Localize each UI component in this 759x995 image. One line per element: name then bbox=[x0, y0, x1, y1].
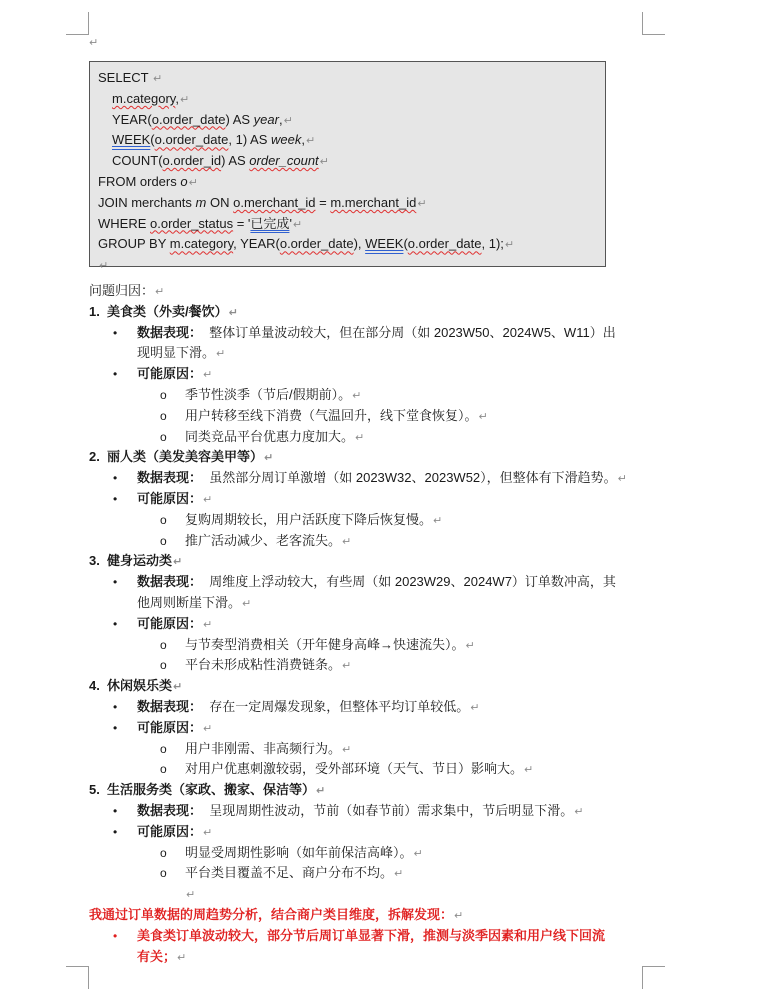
paragraph-mark: ↵ bbox=[152, 73, 163, 85]
section-title: 丽人类（美发美容美甲等） bbox=[107, 449, 264, 465]
code-token: m.category bbox=[169, 236, 234, 252]
data-performance-item bbox=[89, 801, 659, 822]
paragraph-mark: ↵ bbox=[617, 473, 627, 486]
code-token: , bbox=[301, 132, 305, 148]
paragraph-mark: ↵ bbox=[173, 681, 183, 694]
summary-text: 我通过订单数据的周趋势分析，结合商户类目维度，拆解发现： bbox=[89, 906, 454, 922]
cause-text: 平台类目覆盖不足、商户分布不均。 bbox=[185, 865, 394, 881]
paragraph-mark: ↵ bbox=[470, 701, 480, 714]
bullet-icon: • bbox=[113, 803, 118, 818]
section-number: 2. bbox=[89, 449, 100, 465]
paragraph-mark: ↵ bbox=[99, 260, 109, 273]
code-token: = ' bbox=[233, 215, 251, 231]
code-token: o.order_id bbox=[162, 153, 222, 169]
performance-text: 呈现周期性波动，节前（如春节前）需求集中，节后明显下滑。 bbox=[209, 802, 574, 818]
code-line bbox=[98, 130, 605, 151]
paragraph-mark: ↵ bbox=[355, 431, 365, 444]
paragraph-mark: ↵ bbox=[188, 176, 198, 189]
code-token: o bbox=[180, 173, 188, 189]
code-token: ), bbox=[353, 236, 366, 252]
bullet-icon: • bbox=[113, 824, 118, 839]
code-line bbox=[98, 214, 605, 235]
circle-bullet-icon: o bbox=[160, 429, 167, 444]
code-token: m.merchant_id bbox=[330, 194, 417, 210]
cause-item bbox=[89, 739, 659, 760]
cause-item bbox=[89, 843, 659, 864]
paragraph-mark: ↵ bbox=[352, 389, 362, 402]
circle-bullet-icon: o bbox=[160, 387, 167, 402]
cause-item bbox=[89, 406, 659, 427]
section-number: 5. bbox=[89, 782, 100, 798]
empty-line bbox=[89, 884, 659, 905]
paragraph-mark: ↵ bbox=[454, 909, 464, 922]
finding-text: 美食类订单波动较大，部分节后周订单显著下滑，推测与淡季因素和用户线下回流 bbox=[137, 927, 606, 943]
code-line bbox=[98, 255, 605, 276]
performance-label: 数据表现： bbox=[137, 802, 203, 818]
code-line bbox=[98, 110, 605, 131]
causes-label: 可能原因： bbox=[137, 823, 203, 839]
data-performance-item bbox=[89, 572, 659, 593]
code-token: , 1); bbox=[481, 236, 504, 252]
intro-line bbox=[89, 281, 659, 302]
code-token: ) AS bbox=[225, 111, 254, 127]
code-line bbox=[98, 234, 605, 255]
section-heading bbox=[89, 676, 659, 697]
paragraph-mark: ↵ bbox=[203, 493, 213, 506]
section-number: 3. bbox=[89, 553, 100, 569]
code-token: = bbox=[315, 194, 331, 210]
paragraph-mark: ↵ bbox=[186, 889, 196, 902]
code-token: year bbox=[253, 111, 279, 127]
code-token: o.order_date bbox=[279, 236, 354, 252]
code-token: WHERE bbox=[98, 215, 150, 231]
data-performance-item bbox=[89, 468, 659, 489]
section-heading bbox=[89, 551, 659, 572]
performance-label: 数据表现： bbox=[137, 324, 203, 340]
code-token: ON bbox=[206, 194, 234, 210]
code-token: , bbox=[278, 111, 283, 127]
cause-text: 用户非刚需、非高频行为。 bbox=[185, 740, 342, 756]
finding-item bbox=[89, 926, 659, 947]
code-token: week bbox=[271, 132, 302, 148]
cause-text: 与节奏型消费相关（开年健身高峰→快速流失）。 bbox=[185, 636, 465, 652]
causes-label: 可能原因： bbox=[137, 366, 203, 382]
page-corner-mark-top-left bbox=[66, 12, 89, 35]
cause-text: 同类竞品平台优惠力度加大。 bbox=[185, 428, 355, 444]
code-line bbox=[98, 89, 605, 110]
cause-item bbox=[89, 863, 659, 884]
cause-item bbox=[89, 531, 659, 552]
paragraph-mark: ↵ bbox=[264, 452, 274, 465]
code-token: SELECT bbox=[98, 70, 152, 85]
paragraph-mark: ↵ bbox=[242, 597, 252, 610]
paragraph-mark: ↵ bbox=[394, 868, 404, 881]
page-corner-mark-top-right bbox=[642, 12, 665, 35]
performance-label: 数据表现： bbox=[137, 470, 203, 486]
performance-text: 存在一定周爆发现象，但整体平均订单较低。 bbox=[209, 698, 470, 714]
section-title: 生活服务类（家政、搬家、保洁等） bbox=[107, 782, 316, 798]
section-number: 1. bbox=[89, 303, 100, 319]
performance-label: 数据表现： bbox=[137, 574, 203, 590]
code-token: m.category bbox=[112, 90, 176, 106]
paragraph-mark: ↵ bbox=[465, 639, 475, 652]
code-token: COUNT( bbox=[112, 153, 163, 169]
data-performance-item bbox=[89, 323, 659, 344]
bullet-icon: • bbox=[113, 325, 118, 340]
circle-bullet-icon: o bbox=[160, 533, 167, 548]
cause-item bbox=[89, 385, 659, 406]
section-title: 健身运动类 bbox=[107, 553, 173, 569]
cause-text: 用户转移至线下消费（气温回升，线下堂食恢复）。 bbox=[185, 407, 478, 423]
paragraph-mark: ↵ bbox=[179, 93, 190, 106]
paragraph-mark: ↵ bbox=[283, 114, 293, 127]
paragraph-mark: ↵ bbox=[216, 348, 226, 361]
bullet-icon: • bbox=[113, 928, 118, 943]
code-token: YEAR( bbox=[112, 111, 152, 127]
cause-text: 明显受周期性影响（如年前保洁高峰）。 bbox=[185, 844, 413, 860]
page-corner-mark-bottom-right bbox=[642, 966, 665, 989]
possible-causes-item bbox=[89, 489, 659, 510]
page-corner-mark-bottom-left bbox=[66, 966, 89, 989]
code-token: WEEK bbox=[365, 236, 404, 252]
bullet-icon: • bbox=[113, 491, 118, 506]
section-title: 美食类（外卖/餐饮） bbox=[107, 303, 228, 319]
code-token: ( bbox=[150, 132, 155, 148]
code-token: WEEK bbox=[112, 132, 151, 148]
paragraph-mark: ↵ bbox=[342, 660, 352, 673]
causes-label: 可能原因： bbox=[137, 719, 203, 735]
performance-text: 虽然部分周订单激增（如 2023W32、2023W52），但整体有下滑趋势。 bbox=[209, 470, 617, 486]
code-token: o.order_status bbox=[150, 215, 234, 231]
code-token: , 1) AS bbox=[228, 132, 272, 148]
code-token: m bbox=[195, 194, 207, 210]
section-heading bbox=[89, 302, 659, 323]
code-token: GROUP BY bbox=[98, 236, 170, 252]
paragraph-mark: ↵ bbox=[228, 306, 238, 319]
code-token: JOIN merchants bbox=[98, 194, 196, 210]
paragraph-mark: ↵ bbox=[177, 951, 187, 964]
possible-causes-item bbox=[89, 718, 659, 739]
code-line bbox=[98, 151, 605, 172]
cause-item bbox=[89, 655, 659, 676]
paragraph-mark: ↵ bbox=[89, 37, 99, 49]
performance-text: 他周则断崖下滑。 bbox=[137, 594, 242, 610]
performance-label: 数据表现： bbox=[137, 698, 203, 714]
cause-item bbox=[89, 635, 659, 656]
document-body[interactable] bbox=[89, 281, 659, 967]
data-performance-continuation bbox=[89, 593, 659, 614]
data-performance-continuation bbox=[89, 343, 659, 364]
paragraph-mark: ↵ bbox=[417, 197, 427, 210]
section-title: 休闲娱乐类 bbox=[107, 678, 173, 694]
code-token: 已完成 bbox=[250, 215, 290, 231]
cause-text: 季节性淡季（节后/假期前）。 bbox=[185, 386, 352, 402]
paragraph-mark: ↵ bbox=[413, 847, 423, 860]
paragraph-mark: ↵ bbox=[203, 826, 213, 839]
code-token: ' bbox=[289, 215, 292, 231]
circle-bullet-icon: o bbox=[160, 866, 167, 881]
paragraph-mark: ↵ bbox=[316, 785, 326, 798]
circle-bullet-icon: o bbox=[160, 658, 167, 673]
section-heading bbox=[89, 780, 659, 801]
bullet-icon: • bbox=[113, 367, 118, 382]
paragraph-mark: ↵ bbox=[504, 239, 515, 252]
cause-item bbox=[89, 759, 659, 780]
circle-bullet-icon: o bbox=[160, 637, 167, 652]
bullet-icon: • bbox=[113, 471, 118, 486]
paragraph-mark: ↵ bbox=[574, 805, 584, 818]
causes-label: 可能原因： bbox=[137, 490, 203, 506]
code-token: ( bbox=[403, 236, 408, 252]
cause-text: 平台未形成粘性消费链条。 bbox=[185, 657, 342, 673]
code-token: order_count bbox=[249, 153, 319, 169]
cause-text: 复购周期较长，用户活跃度下降后恢复慢。 bbox=[185, 511, 433, 527]
cause-text: 对用户优惠刺激较弱，受外部环境（天气、节日）影响大。 bbox=[185, 761, 524, 777]
paragraph-mark: ↵ bbox=[524, 764, 534, 777]
code-line bbox=[98, 193, 605, 214]
performance-text: 周维度上浮动较大，有些周（如 2023W29、2024W7）订单数冲高，其 bbox=[209, 574, 616, 590]
causes-label: 可能原因： bbox=[137, 615, 203, 631]
code-token: , bbox=[175, 90, 179, 106]
circle-bullet-icon: o bbox=[160, 512, 167, 527]
section-heading bbox=[89, 447, 659, 468]
possible-causes-item bbox=[89, 822, 659, 843]
data-performance-item bbox=[89, 697, 659, 718]
code-token: o.order_date bbox=[151, 111, 226, 127]
performance-text: 整体订单量波动较大，但在部分周（如 2023W50、2024W5、W11）出 bbox=[209, 324, 616, 340]
paragraph-mark: ↵ bbox=[319, 156, 329, 169]
code-token: FROM orders bbox=[98, 173, 181, 189]
bullet-icon: • bbox=[113, 575, 118, 590]
bullet-icon: • bbox=[113, 720, 118, 735]
circle-bullet-icon: o bbox=[160, 762, 167, 777]
paragraph-mark: ↵ bbox=[203, 618, 213, 631]
code-token: o.order_date bbox=[154, 132, 229, 148]
paragraph-mark: ↵ bbox=[203, 722, 213, 735]
finding-continuation bbox=[89, 947, 659, 968]
cause-item bbox=[89, 427, 659, 448]
code-token: o.merchant_id bbox=[233, 194, 316, 210]
section-number: 4. bbox=[89, 678, 100, 694]
intro-text: 问题归因： bbox=[89, 283, 155, 298]
paragraph-mark: ↵ bbox=[292, 218, 303, 231]
performance-text: 现明显下滑。 bbox=[137, 345, 216, 361]
finding-text: 有关； bbox=[137, 948, 177, 964]
paragraph-mark: ↵ bbox=[342, 743, 352, 756]
paragraph-mark: ↵ bbox=[433, 514, 443, 527]
cause-item bbox=[89, 510, 659, 531]
paragraph-mark: ↵ bbox=[342, 535, 352, 548]
circle-bullet-icon: o bbox=[160, 845, 167, 860]
paragraph-mark: ↵ bbox=[478, 410, 488, 423]
circle-bullet-icon: o bbox=[160, 408, 167, 423]
paragraph-mark: ↵ bbox=[203, 369, 213, 382]
code-token: ) AS bbox=[221, 153, 250, 169]
code-token: o.order_date bbox=[407, 236, 482, 252]
paragraph-mark: ↵ bbox=[155, 286, 165, 298]
summary-line bbox=[89, 905, 659, 926]
code-line bbox=[98, 172, 605, 193]
code-token: , YEAR( bbox=[233, 236, 280, 252]
possible-causes-item bbox=[89, 364, 659, 385]
paragraph-mark: ↵ bbox=[173, 556, 183, 569]
bullet-icon: • bbox=[113, 616, 118, 631]
bullet-icon: • bbox=[113, 699, 118, 714]
possible-causes-item bbox=[89, 614, 659, 635]
circle-bullet-icon: o bbox=[160, 741, 167, 756]
cause-text: 推广活动减少、老客流失。 bbox=[185, 532, 342, 548]
sql-code-block[interactable] bbox=[89, 61, 606, 273]
code-line bbox=[98, 68, 605, 89]
paragraph-mark: ↵ bbox=[306, 135, 316, 148]
